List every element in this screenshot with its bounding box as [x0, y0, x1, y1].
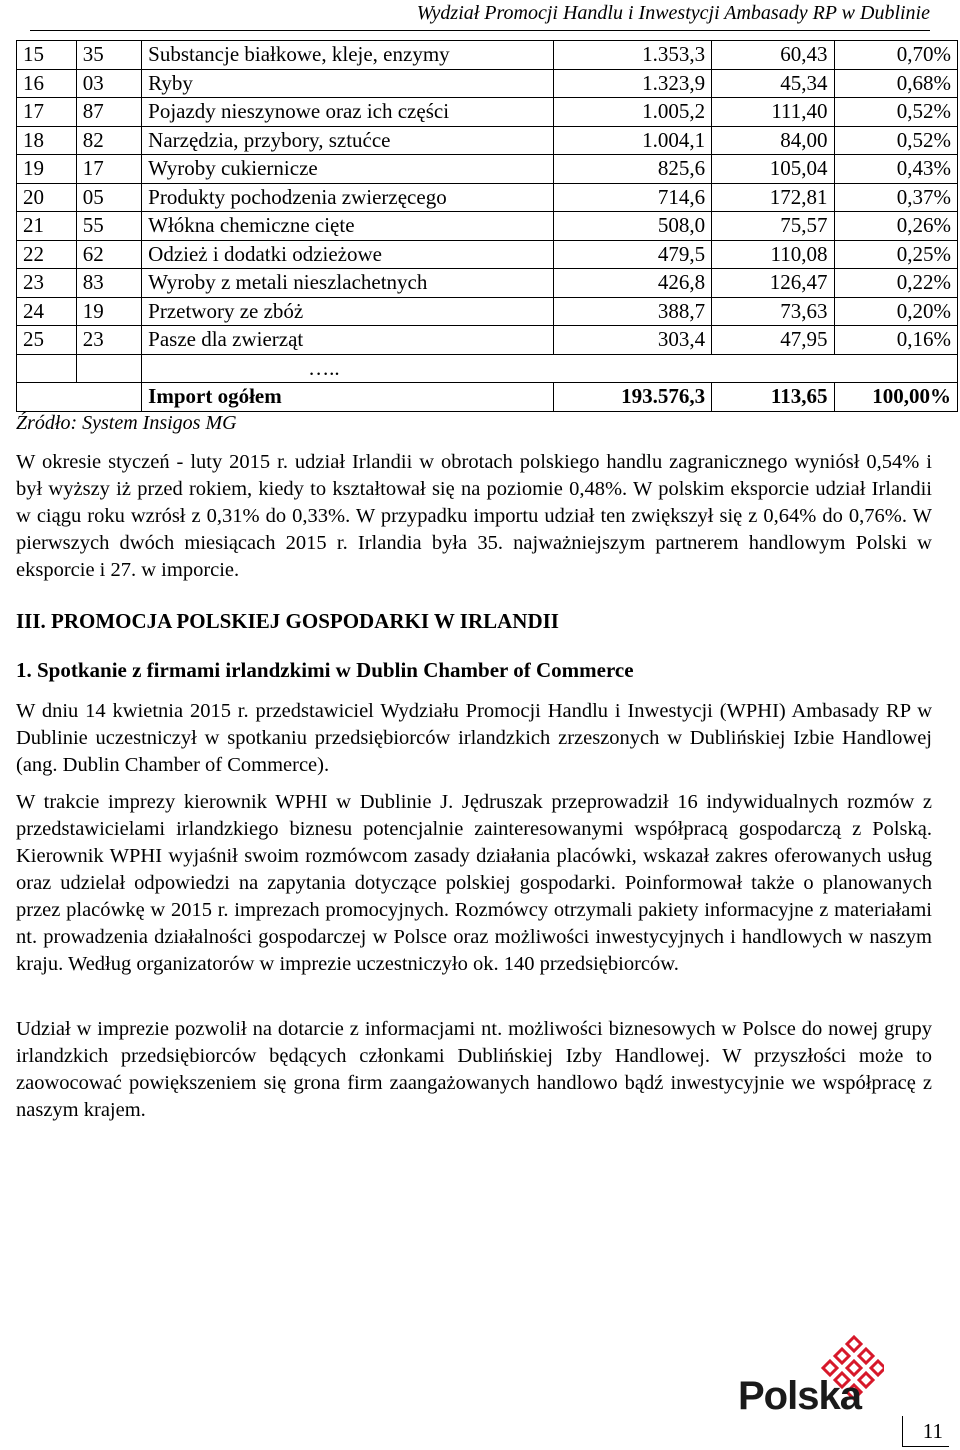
empty-cell [76, 354, 141, 383]
row-value: 1.353,3 [554, 41, 712, 70]
row-code: 62 [76, 240, 141, 269]
row-dynamics: 45,34 [712, 69, 834, 98]
row-share: 0,20% [834, 297, 957, 326]
row-number: 25 [17, 326, 77, 355]
row-dynamics: 75,57 [712, 212, 834, 241]
table-row-ellipsis [17, 354, 958, 383]
row-number: 24 [17, 297, 77, 326]
table-row [17, 326, 958, 355]
row-name: Włókna chemiczne cięte [142, 212, 554, 241]
table-row [17, 212, 958, 241]
page-header [30, 0, 930, 31]
paragraph-event: W trakcie imprezy kierownik WPHI w Dublinie J. Jędruszak przeprowadził 16 indywidualnych rozmów z przedstawicielami irlandzkiego biznesu potencjalnie zainteresowanymi współpracą gospodarczą z Polską. Kierownik WPHI wyjaśnił swoim rozmówcom zasady działania placówki, wskazał zakres oferowanych usług oraz udzielał odpowiedzi na zapytania dotyczące polskiej gospodarki. Poinformował także o planowanych przez placówkę w 2015 r. imprezach promocyjnych. Rozmówcy otrzymali pakiety informacyjne z materiałami nt. prowadzenia działalności gospodarczej w Polsce oraz możliwości inwestycyjnych i handlowych w naszym kraju. Według organizatorów w imprezie uczestniczyło ok. 140 przedsiębiorców. [16, 791, 932, 975]
table-row [17, 183, 958, 212]
row-number: 22 [17, 240, 77, 269]
row-name: Pasze dla zwierząt [142, 326, 554, 355]
table-row [17, 155, 958, 184]
row-share: 0,68% [834, 69, 957, 98]
row-number: 15 [17, 41, 77, 70]
empty-cell [17, 354, 77, 383]
table-row [17, 126, 958, 155]
row-name: Narzędzia, przybory, sztućce [142, 126, 554, 155]
total-label: Import ogółem [142, 383, 554, 412]
row-share: 0,37% [834, 183, 957, 212]
row-name: Wyroby cukiernicze [142, 155, 554, 184]
row-code: 19 [76, 297, 141, 326]
row-value: 303,4 [554, 326, 712, 355]
subsection-heading: 1. Spotkanie z firmami irlandzkimi w Dublin Chamber of Commerce [16, 658, 634, 682]
row-value: 388,7 [554, 297, 712, 326]
logo-diamond [859, 1349, 873, 1363]
row-dynamics: 105,04 [712, 155, 834, 184]
table-row [17, 98, 958, 127]
row-dynamics: 60,43 [712, 41, 834, 70]
row-number: 21 [17, 212, 77, 241]
row-code: 87 [76, 98, 141, 127]
row-code: 83 [76, 269, 141, 298]
row-dynamics: 73,63 [712, 297, 834, 326]
row-dynamics: 126,47 [712, 269, 834, 298]
row-number: 17 [17, 98, 77, 127]
row-number: 23 [17, 269, 77, 298]
row-dynamics: 110,08 [712, 240, 834, 269]
table-row [17, 297, 958, 326]
row-share: 0,70% [834, 41, 957, 70]
row-share: 0,22% [834, 269, 957, 298]
row-name: Pojazdy nieszynowe oraz ich części [142, 98, 554, 127]
row-share: 0,16% [834, 326, 957, 355]
row-name: Substancje białkowe, kleje, enzymy [142, 41, 554, 70]
logo-diamond [847, 1361, 861, 1375]
row-dynamics: 172,81 [712, 183, 834, 212]
row-number: 20 [17, 183, 77, 212]
row-value: 1.004,1 [554, 126, 712, 155]
table-row [17, 240, 958, 269]
row-name: Ryby [142, 69, 554, 98]
row-value: 1.005,2 [554, 98, 712, 127]
empty-cell [17, 383, 142, 412]
row-dynamics: 84,00 [712, 126, 834, 155]
row-dynamics: 47,95 [712, 326, 834, 355]
row-share: 0,25% [834, 240, 957, 269]
row-code: 17 [76, 155, 141, 184]
row-value: 1.323,9 [554, 69, 712, 98]
row-value: 426,8 [554, 269, 712, 298]
row-value: 714,6 [554, 183, 712, 212]
row-value: 479,5 [554, 240, 712, 269]
row-share: 0,52% [834, 126, 957, 155]
total-value: 193.576,3 [554, 383, 712, 412]
row-number: 16 [17, 69, 77, 98]
row-name: Przetwory ze zbóż [142, 297, 554, 326]
logo-diamond [871, 1361, 884, 1375]
row-code: 05 [76, 183, 141, 212]
ellipsis-cell: ….. [142, 354, 958, 383]
row-share: 0,52% [834, 98, 957, 127]
row-number: 18 [17, 126, 77, 155]
row-name: Produkty pochodzenia zwierzęcego [142, 183, 554, 212]
row-share: 0,26% [834, 212, 957, 241]
table-row [17, 69, 958, 98]
paragraph-outcome: Udział w imprezie pozwolił na dotarcie z informacjami nt. możliwości biznesowych w Polsce do nowej grupy irlandzkich przedsiębiorców będących członkami Dublińskiej Izby Handlowej. W przyszłości może to zaowocować powiększeniem się grona firm zaangażowanych handlowo bądź inwestycyjnie we współpracę z naszym krajem. [16, 1018, 932, 1121]
table-source: Źródło: System Insigos MG [16, 412, 237, 434]
row-code: 23 [76, 326, 141, 355]
logo-text: Polska [738, 1374, 861, 1418]
row-value: 508,0 [554, 212, 712, 241]
row-code: 35 [76, 41, 141, 70]
row-dynamics: 111,40 [712, 98, 834, 127]
row-share: 0,43% [834, 155, 957, 184]
logo-diamond [835, 1349, 849, 1363]
row-value: 825,6 [554, 155, 712, 184]
logo-diamond [859, 1373, 873, 1387]
row-number: 19 [17, 155, 77, 184]
header-title: Wydział Promocji Handlu i Inwestycji Ambasady RP w Dublinie [416, 2, 930, 24]
paragraph-trade-share: W okresie styczeń - luty 2015 r. udział Irlandii w obrotach polskiego handlu zagranicznego wyniósł 0,54% i był wyższy iż przed rokiem, kiedy to kształtował się na poziomie 0,48%. W polskim eksporcie udział Irlandii w ciągu roku wzrósł z 0,31% do 0,33%. W przypadku importu udział ten zwiększył się z 0,64% do 0,76%. W pierwszych dwóch miesiącach 2015 r. Irlandia była 35. najważniejszym partnerem handlowym Polski w eksporcie i 27. w imporcie. [16, 451, 932, 581]
paragraph-meeting: W dniu 14 kwietnia 2015 r. przedstawiciel Wydziału Promocji Handlu i Inwestycji (WPHI) Ambasady RP w Dublinie uczestniczył w spotkaniu przedsiębiorców irlandzkich zrzeszonych w Dublińskiej Izbie Handlowej (ang. Dublin Chamber of Commerce). [16, 700, 932, 776]
table-row-total [17, 383, 958, 412]
section-heading: III. PROMOCJA POLSKIEJ GOSPODARKI W IRLANDII [16, 609, 559, 633]
logo-diamond [847, 1337, 861, 1351]
row-code: 03 [76, 69, 141, 98]
total-dynamics: 113,65 [712, 383, 834, 412]
logo-diamond [823, 1361, 837, 1375]
total-share: 100,00% [834, 383, 957, 412]
table-row [17, 269, 958, 298]
row-name: Odzież i dodatki odzieżowe [142, 240, 554, 269]
page-number: 11 [902, 1416, 949, 1447]
table-row [17, 41, 958, 70]
import-table [16, 40, 958, 412]
row-code: 55 [76, 212, 141, 241]
row-name: Wyroby z metali nieszlachetnych [142, 269, 554, 298]
row-code: 82 [76, 126, 141, 155]
